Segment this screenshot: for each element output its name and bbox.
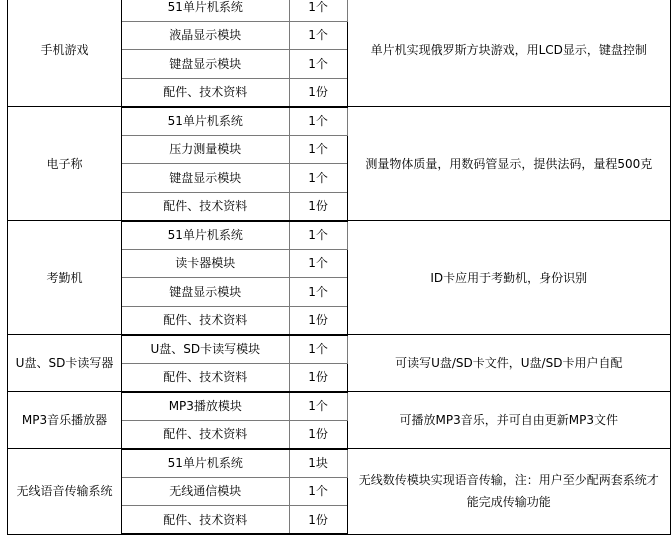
component-cell: U盘、SD卡读写模块 <box>122 335 290 364</box>
quantity-cell: 1个 <box>289 107 347 136</box>
product-table <box>7 0 671 535</box>
description-cell: 单片机实现俄罗斯方块游戏，用LCD显示，键盘控制 <box>347 0 670 107</box>
table-row <box>8 449 671 478</box>
quantity-cell: 1份 <box>289 506 347 535</box>
quantity-cell: 1个 <box>289 477 347 506</box>
description-cell: 可播放MP3音乐，并可自由更新MP3文件 <box>347 392 670 449</box>
component-cell: 键盘显示模块 <box>122 164 290 193</box>
product-name-cell: 电子称 <box>8 107 122 221</box>
description-cell: 测量物体质量，用数码管显示，提供法码，量程500克 <box>347 107 670 221</box>
component-cell: 51单片机系统 <box>122 449 290 478</box>
component-cell: 配件、技术资料 <box>122 78 290 107</box>
description-cell: 无线数传模块实现语音传输，注：用户至少配两套系统才能完成传输功能 <box>347 449 670 535</box>
product-name-cell: U盘、SD卡读写器 <box>8 335 122 392</box>
quantity-cell: 1份 <box>289 306 347 335</box>
component-cell: 51单片机系统 <box>122 221 290 250</box>
quantity-cell: 1个 <box>289 50 347 79</box>
quantity-cell: 1份 <box>289 78 347 107</box>
quantity-cell: 1份 <box>289 192 347 221</box>
component-cell: 读卡器模块 <box>122 249 290 278</box>
product-name-cell: 考勤机 <box>8 221 122 335</box>
quantity-cell: 1份 <box>289 363 347 392</box>
quantity-cell: 1个 <box>289 0 347 21</box>
quantity-cell: 1个 <box>289 335 347 364</box>
component-cell: 键盘显示模块 <box>122 50 290 79</box>
component-cell: 配件、技术资料 <box>122 506 290 535</box>
quantity-cell: 1个 <box>289 221 347 250</box>
component-cell: 配件、技术资料 <box>122 420 290 449</box>
quantity-cell: 1块 <box>289 449 347 478</box>
component-cell: 键盘显示模块 <box>122 278 290 307</box>
component-cell: 无线通信模块 <box>122 477 290 506</box>
quantity-cell: 1个 <box>289 164 347 193</box>
table-row <box>8 107 671 136</box>
quantity-cell: 1个 <box>289 135 347 164</box>
table-row <box>8 0 671 21</box>
component-cell: 51单片机系统 <box>122 107 290 136</box>
quantity-cell: 1个 <box>289 392 347 421</box>
table-row <box>8 392 671 421</box>
product-name-cell: 手机游戏 <box>8 0 122 107</box>
quantity-cell: 1份 <box>289 420 347 449</box>
component-cell: 配件、技术资料 <box>122 363 290 392</box>
quantity-cell: 1个 <box>289 21 347 50</box>
description-cell: ID卡应用于考勤机，身份识别 <box>347 221 670 335</box>
description-cell: 可读写U盘/SD卡文件，U盘/SD卡用户自配 <box>347 335 670 392</box>
component-cell: MP3播放模块 <box>122 392 290 421</box>
quantity-cell: 1个 <box>289 249 347 278</box>
component-cell: 压力测量模块 <box>122 135 290 164</box>
table-row <box>8 335 671 364</box>
component-cell: 液晶显示模块 <box>122 21 290 50</box>
product-name-cell: 无线语音传输系统 <box>8 449 122 535</box>
component-cell: 51单片机系统 <box>122 0 290 21</box>
component-cell: 配件、技术资料 <box>122 192 290 221</box>
product-name-cell: MP3音乐播放器 <box>8 392 122 449</box>
quantity-cell: 1个 <box>289 278 347 307</box>
component-cell: 配件、技术资料 <box>122 306 290 335</box>
table-row <box>8 221 671 250</box>
